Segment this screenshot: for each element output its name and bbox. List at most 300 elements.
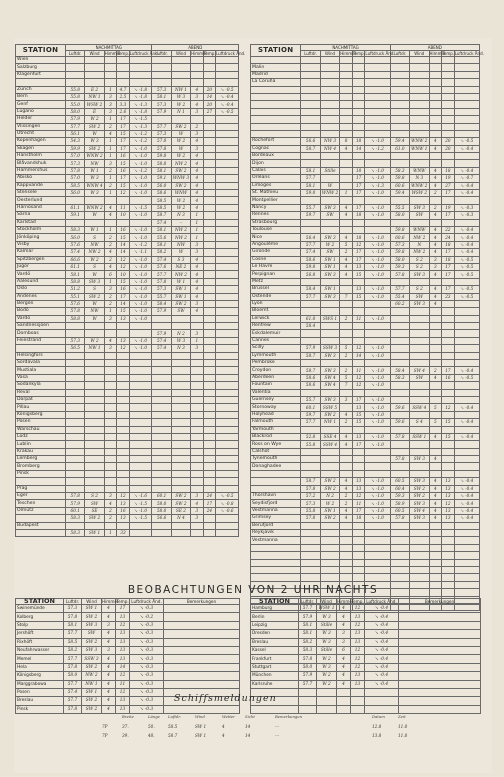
observation-cell — [152, 315, 171, 322]
observation-cell — [66, 463, 85, 470]
observation-cell: Stille — [317, 621, 337, 629]
observation-cell — [390, 470, 409, 477]
observation-cell — [203, 234, 216, 241]
observation-cell — [454, 522, 479, 529]
observation-cell: SSW 4 — [320, 441, 339, 448]
observation-cell — [390, 522, 409, 529]
observation-cell — [365, 360, 390, 367]
observation-cell: 57.7 — [64, 630, 82, 638]
observation-cell — [301, 522, 320, 529]
station-name: Bodö — [16, 308, 66, 315]
observation-cell — [442, 552, 455, 559]
observation-cell — [216, 145, 239, 152]
observation-cell — [352, 566, 365, 573]
observation-cell — [340, 463, 353, 470]
station-name: Croydon — [251, 367, 301, 374]
observation-cell: 12 — [351, 663, 365, 671]
observation-cell: NW 2 — [171, 271, 190, 278]
observation-cell: 57.4 — [152, 337, 171, 344]
observation-cell — [171, 64, 190, 71]
observation-cell — [352, 226, 365, 233]
observation-cell — [410, 566, 429, 573]
station-name: Bergen — [16, 300, 66, 307]
observation-cell: ↘ -0.4 — [454, 234, 479, 241]
observation-cell — [454, 278, 479, 285]
observation-cell — [301, 300, 320, 307]
observation-cell — [442, 337, 455, 344]
left-row — [16, 352, 239, 359]
observation-cell: 20 — [203, 86, 216, 93]
observation-cell: 57.4 — [66, 249, 85, 256]
observation-cell: 12 — [352, 493, 365, 500]
observation-cell — [365, 108, 390, 115]
observation-cell: 1 — [191, 337, 204, 344]
station-name: Pinsk — [16, 470, 66, 477]
station-name: Karlstad — [16, 219, 66, 226]
col-himmel: Himmel — [191, 51, 207, 56]
observation-cell — [429, 411, 442, 418]
observation-cell: 4 — [429, 433, 442, 440]
right-row — [251, 389, 480, 396]
observation-cell — [301, 219, 320, 226]
observation-cell — [203, 330, 216, 337]
observation-cell: 59.9 — [66, 145, 85, 152]
observation-cell: 3 — [191, 507, 204, 514]
observation-cell: 56.5 — [66, 345, 85, 352]
observation-cell — [340, 522, 353, 529]
observation-cell — [320, 79, 339, 86]
observation-cell — [301, 530, 320, 537]
observation-cell — [390, 544, 409, 551]
observation-cell: 18 — [442, 241, 455, 248]
observation-cell: SW — [410, 293, 429, 300]
observation-cell: 57.3 — [64, 605, 82, 613]
station-name: Stuttgart — [251, 663, 299, 671]
observation-cell — [203, 308, 216, 315]
observation-cell — [352, 116, 365, 123]
station-name — [16, 515, 66, 522]
observation-cell — [129, 374, 152, 381]
observation-cell: 4 — [102, 672, 116, 680]
observation-cell: 58.1 — [301, 182, 320, 189]
observation-cell: 57.8 — [66, 493, 85, 500]
left-row — [16, 345, 239, 352]
observation-cell: 61.0 — [390, 145, 409, 152]
observation-cell: 17 — [117, 116, 130, 123]
observation-cell: 4 — [191, 190, 204, 197]
observation-cell — [171, 411, 190, 418]
observation-cell — [365, 552, 390, 559]
station-name — [251, 544, 301, 551]
observation-cell: ↘ -1.0 — [129, 212, 152, 219]
observation-cell: 61.1 — [66, 263, 85, 270]
observation-cell — [410, 396, 429, 403]
observation-cell: 57.9 — [152, 308, 171, 315]
observation-cell: 57.8 — [152, 278, 171, 285]
observation-cell: E 2 — [85, 86, 104, 93]
observation-cell — [320, 522, 339, 529]
observation-cell: 17 — [352, 190, 365, 197]
observation-cell — [340, 160, 353, 167]
station-name — [251, 478, 301, 485]
observation-cell — [352, 470, 365, 477]
observation-cell — [129, 382, 152, 389]
left-row — [16, 515, 239, 522]
observation-cell: ↘ -1.0 — [365, 190, 390, 197]
observation-cell: 4 — [340, 263, 353, 270]
observation-cell — [152, 433, 171, 440]
observation-cell — [301, 463, 320, 470]
observation-cell: 4 — [337, 663, 351, 671]
observation-cell — [191, 411, 204, 418]
observation-cell — [117, 367, 130, 374]
observation-cell — [203, 123, 216, 130]
observation-cell — [365, 330, 390, 337]
observation-cell — [301, 308, 320, 315]
observation-cell: N — [410, 241, 429, 248]
observation-cell — [191, 389, 204, 396]
observation-cell — [104, 57, 117, 64]
observation-cell — [410, 345, 429, 352]
observation-cell: W 3 — [317, 613, 337, 621]
observation-cell — [442, 360, 455, 367]
station-name: Perpignan — [251, 271, 301, 278]
observation-cell — [340, 123, 353, 130]
observation-cell: ↘ -1.0 — [129, 271, 152, 278]
observation-cell: 4 — [429, 212, 442, 219]
observation-cell — [442, 219, 455, 226]
right-row — [251, 522, 480, 529]
observation-cell — [129, 470, 152, 477]
observation-cell — [410, 448, 429, 455]
left-row — [16, 219, 239, 226]
night-row — [251, 672, 481, 680]
observation-cell: 15 — [117, 308, 130, 315]
observation-cell: 2 — [340, 249, 353, 256]
observation-cell — [216, 441, 239, 448]
abend-header: ABEND — [152, 45, 239, 51]
col-luftdruck-aend: Luftdruck Änd. — [216, 51, 246, 56]
observation-cell: 57.8 — [390, 433, 409, 440]
left-row — [16, 485, 239, 492]
observation-cell: ↘ -0.5 — [454, 374, 479, 381]
observation-cell — [203, 404, 216, 411]
observation-cell — [66, 352, 85, 359]
observation-cell: ↘ -1.6 — [129, 493, 152, 500]
observation-cell: 59.6 — [390, 419, 409, 426]
station-name: Helder — [16, 116, 66, 123]
observation-cell — [454, 463, 479, 470]
observation-cell — [216, 522, 239, 529]
observation-cell — [352, 456, 365, 463]
observation-cell — [85, 426, 104, 433]
observation-cell: SW — [320, 212, 339, 219]
observation-cell: 4 — [191, 197, 204, 204]
observation-cell: 4 — [191, 308, 204, 315]
observation-cell — [66, 367, 85, 374]
observation-cell: 4 — [429, 485, 442, 492]
observation-cell: 16 — [442, 374, 455, 381]
observation-cell: 57.3 — [390, 241, 409, 248]
observation-cell — [454, 300, 479, 307]
ship-cell: 58.7 — [168, 733, 178, 738]
observation-cell: SE — [85, 507, 104, 514]
station-name: Aalesund — [16, 278, 66, 285]
right-row — [251, 374, 480, 381]
station-name: Bromberg — [16, 463, 66, 470]
observation-cell: NW — [171, 241, 190, 248]
observation-cell: 1 — [191, 226, 204, 233]
observation-cell — [442, 396, 455, 403]
left-row — [16, 86, 239, 93]
observation-cell: 3 — [104, 160, 117, 167]
observation-cell — [454, 197, 479, 204]
observation-cell: 58.0 — [66, 108, 85, 115]
observation-cell: SW 2 — [320, 478, 339, 485]
observation-cell: W — [85, 130, 104, 137]
observation-cell — [66, 411, 85, 418]
remarks-cell — [164, 680, 240, 688]
observation-cell — [365, 219, 390, 226]
observation-cell — [390, 552, 409, 559]
observation-cell: 58.3 — [66, 226, 85, 233]
observation-cell: 24 — [442, 234, 455, 241]
observation-cell: SW 2 — [82, 705, 102, 713]
right-row — [251, 71, 480, 78]
observation-cell: 4 — [102, 638, 116, 646]
observation-cell: W — [171, 249, 190, 256]
observation-cell — [191, 456, 204, 463]
station-name: Sandnessjöen — [16, 323, 66, 330]
observation-cell: 4 — [191, 500, 204, 507]
observation-cell: SW 2 — [85, 145, 104, 152]
observation-cell: W 2 — [85, 116, 104, 123]
observation-cell — [66, 323, 85, 330]
station-name: Ostende — [251, 293, 301, 300]
observation-cell — [216, 153, 239, 160]
left-row — [16, 500, 239, 507]
observation-cell: 4 — [191, 86, 204, 93]
observation-cell — [203, 530, 216, 537]
observation-cell — [320, 86, 339, 93]
observation-cell: 14 — [117, 249, 130, 256]
observation-cell: SW 2 — [82, 663, 102, 671]
observation-cell — [216, 396, 239, 403]
observation-cell: ↘ -0.7 — [454, 175, 479, 182]
observation-cell — [442, 86, 455, 93]
observation-cell: N 3 — [410, 175, 429, 182]
observation-cell: 17 — [352, 204, 365, 211]
observation-cell — [216, 470, 239, 477]
observation-cell — [410, 382, 429, 389]
observation-cell — [320, 544, 339, 551]
observation-cell: 58.7 — [152, 212, 171, 219]
observation-cell — [429, 389, 442, 396]
observation-cell: ↘ -0.4 — [365, 672, 399, 680]
observation-cell — [152, 323, 171, 330]
observation-cell: 5 — [429, 404, 442, 411]
observation-cell — [152, 470, 171, 477]
observation-cell: ↘ -0.6 — [216, 507, 239, 514]
observation-cell — [129, 463, 152, 470]
observation-cell: ↘ -0.5 — [454, 293, 479, 300]
observation-cell: 2 — [104, 293, 117, 300]
remarks-cell — [399, 621, 481, 629]
right-row — [251, 286, 480, 293]
observation-cell: 3 — [104, 108, 117, 115]
observation-cell: 13 — [352, 478, 365, 485]
observation-cell — [365, 530, 390, 537]
observation-cell — [390, 441, 409, 448]
observation-cell: 58.6 — [301, 374, 320, 381]
observation-cell — [66, 396, 85, 403]
observation-cell: ↘ -0.4 — [365, 621, 399, 629]
observation-cell — [429, 108, 442, 115]
observation-cell — [365, 101, 390, 108]
observation-cell: 1 — [104, 226, 117, 233]
station-name — [16, 530, 66, 537]
observation-cell — [191, 433, 204, 440]
observation-cell: ↘ -0.3 — [130, 646, 164, 654]
observation-cell: S — [85, 234, 104, 241]
observation-cell — [191, 396, 204, 403]
observation-cell: 4 — [429, 374, 442, 381]
observation-cell: ↘ -1.0 — [129, 182, 152, 189]
observation-cell: 59.8 — [390, 226, 409, 233]
observation-cell — [320, 308, 339, 315]
observation-cell — [340, 108, 353, 115]
observation-cell: SW 2 — [171, 123, 190, 130]
observation-cell — [301, 360, 320, 367]
observation-cell — [171, 530, 190, 537]
station-name: Königsberg — [16, 672, 64, 680]
observation-cell — [454, 389, 479, 396]
observation-cell: SW 3 — [82, 621, 102, 629]
observation-cell: 58.7 — [301, 145, 320, 152]
observation-cell: 2 — [340, 500, 353, 507]
observation-cell: 59.7 — [301, 212, 320, 219]
observation-cell — [429, 101, 442, 108]
observation-cell: SW 2 — [171, 300, 190, 307]
station-name: Krakau — [16, 448, 66, 455]
observation-cell: 13 — [116, 638, 130, 646]
right-row — [251, 293, 480, 300]
observation-cell: E — [85, 108, 104, 115]
observation-cell: 59.1 — [66, 212, 85, 219]
observation-cell: 4 — [191, 256, 204, 263]
observation-cell: 12 — [351, 621, 365, 629]
observation-cell: NW 1 — [320, 419, 339, 426]
observation-cell: 58.7 — [301, 478, 320, 485]
observation-cell: 12 — [351, 605, 365, 613]
observation-cell — [352, 86, 365, 93]
observation-cell — [442, 522, 455, 529]
station-name: Hanstholm — [16, 153, 66, 160]
observation-cell — [429, 396, 442, 403]
observation-cell — [429, 330, 442, 337]
observation-cell: 11 — [117, 204, 130, 211]
observation-cell: SSW 3 — [82, 655, 102, 663]
station-name: Frankfurt — [251, 655, 299, 663]
station-name: Dijon — [251, 160, 301, 167]
observation-cell: ↘ -1.0 — [129, 345, 152, 352]
observation-cell: ↘ -0.4 — [454, 500, 479, 507]
observation-cell — [117, 419, 130, 426]
observation-cell — [85, 522, 104, 529]
observation-cell: ↘ -1.5 — [129, 116, 152, 123]
left-row — [16, 182, 239, 189]
observation-cell — [216, 456, 239, 463]
observation-cell: 5 — [340, 345, 353, 352]
observation-cell — [320, 300, 339, 307]
night-header: Wind — [82, 599, 102, 605]
observation-cell: 13 — [117, 515, 130, 522]
night-row — [251, 646, 481, 654]
observation-cell: 13 — [116, 630, 130, 638]
observation-cell — [365, 197, 390, 204]
observation-cell — [320, 330, 339, 337]
night-row — [16, 605, 240, 613]
observation-cell: 2 — [429, 190, 442, 197]
observation-cell: 57.3 — [152, 101, 171, 108]
observation-cell: 3 — [337, 630, 351, 638]
observation-cell: 56.6 — [152, 515, 171, 522]
station-name: Leipzig — [251, 621, 299, 629]
left-row — [16, 153, 239, 160]
right-row — [251, 167, 480, 174]
observation-cell — [352, 101, 365, 108]
ship-cell: 4 — [222, 733, 225, 738]
observation-cell — [320, 566, 339, 573]
observation-cell — [203, 145, 216, 152]
observation-cell: 4 — [337, 613, 351, 621]
observation-cell — [340, 153, 353, 160]
observation-cell: ↘ -1.0 — [365, 249, 390, 256]
col-himmel: Himmel — [340, 51, 356, 56]
observation-cell — [442, 544, 455, 551]
observation-cell — [454, 530, 479, 537]
left-row — [16, 507, 239, 514]
remarks-cell — [399, 638, 481, 646]
observation-cell: ↘ -1.1 — [129, 249, 152, 256]
observation-cell: W 1 — [171, 278, 190, 285]
observation-cell — [320, 130, 339, 137]
observation-cell — [390, 153, 409, 160]
observation-cell: 4 — [340, 478, 353, 485]
observation-cell — [340, 559, 353, 566]
observation-cell — [301, 101, 320, 108]
observation-cell — [429, 116, 442, 123]
remarks-cell — [399, 646, 481, 654]
observation-cell — [203, 130, 216, 137]
station-name: Königsberg — [16, 411, 66, 418]
observation-cell: 58.4 — [390, 367, 409, 374]
observation-cell: SW 1 — [171, 286, 190, 293]
left-observation-table — [15, 44, 246, 537]
observation-cell — [454, 574, 479, 581]
observation-cell — [410, 308, 429, 315]
observation-cell — [390, 448, 409, 455]
observation-cell — [442, 116, 455, 123]
observation-cell — [301, 330, 320, 337]
observation-cell: S 2 — [410, 286, 429, 293]
observation-cell: 7 — [340, 382, 353, 389]
observation-cell — [104, 404, 117, 411]
observation-cell: 13 — [351, 672, 365, 680]
observation-cell: 57.7 — [299, 605, 317, 613]
observation-cell: 58.6 — [152, 190, 171, 197]
observation-cell: 56.0 — [152, 182, 171, 189]
